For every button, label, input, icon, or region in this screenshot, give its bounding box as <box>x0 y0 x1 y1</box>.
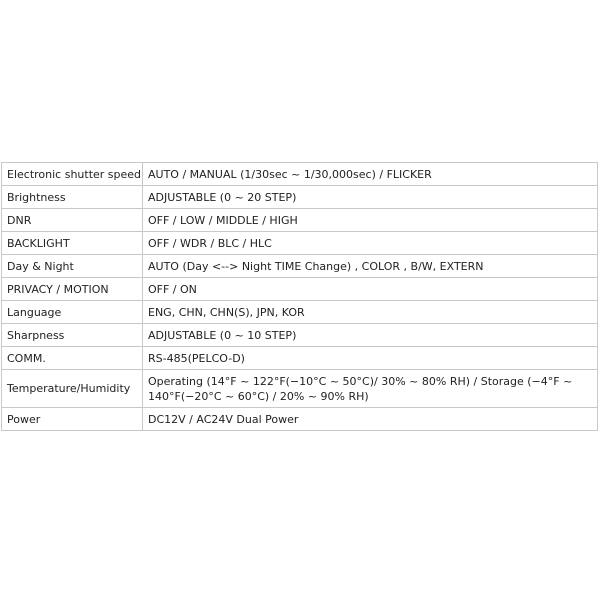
row-value: AUTO / MANUAL (1/30sec ~ 1/30,000sec) / FLICKER <box>143 163 598 186</box>
table-row <box>2 408 598 431</box>
table-row <box>2 301 598 324</box>
row-label: Brightness <box>2 186 143 209</box>
row-value: ADJUSTABLE (0 ~ 10 STEP) <box>143 324 598 347</box>
row-label: Language <box>2 301 143 324</box>
table-row <box>2 232 598 255</box>
row-label: PRIVACY / MOTION <box>2 278 143 301</box>
table-row <box>2 324 598 347</box>
table-row <box>2 163 598 186</box>
row-value: ADJUSTABLE (0 ~ 20 STEP) <box>143 186 598 209</box>
row-label: DNR <box>2 209 143 232</box>
row-value: Operating (14°F ~ 122°F(−10°C ~ 50°C)/ 30% ~ 80% RH) / Storage (−4°F ~ 140°F(−20°C ~ 60°C) / 20% ~ 90% RH) <box>143 370 598 408</box>
row-value: ENG, CHN, CHN(S), JPN, KOR <box>143 301 598 324</box>
row-label: Power <box>2 408 143 431</box>
row-label: Day & Night <box>2 255 143 278</box>
row-value: OFF / LOW / MIDDLE / HIGH <box>143 209 598 232</box>
table-row <box>2 209 598 232</box>
row-label: Sharpness <box>2 324 143 347</box>
row-value: OFF / ON <box>143 278 598 301</box>
row-label: Electronic shutter speed <box>2 163 143 186</box>
row-label: Temperature/Humidity <box>2 370 143 408</box>
spec-table <box>1 162 598 431</box>
row-value: OFF / WDR / BLC / HLC <box>143 232 598 255</box>
table-row <box>2 370 598 408</box>
row-value: AUTO (Day <--> Night TIME Change) , COLOR , B/W, EXTERN <box>143 255 598 278</box>
table-row <box>2 347 598 370</box>
row-label: BACKLIGHT <box>2 232 143 255</box>
table-row <box>2 186 598 209</box>
row-label: COMM. <box>2 347 143 370</box>
table-row <box>2 278 598 301</box>
row-value: DC12V / AC24V Dual Power <box>143 408 598 431</box>
table-row <box>2 255 598 278</box>
row-value: RS-485(PELCO-D) <box>143 347 598 370</box>
